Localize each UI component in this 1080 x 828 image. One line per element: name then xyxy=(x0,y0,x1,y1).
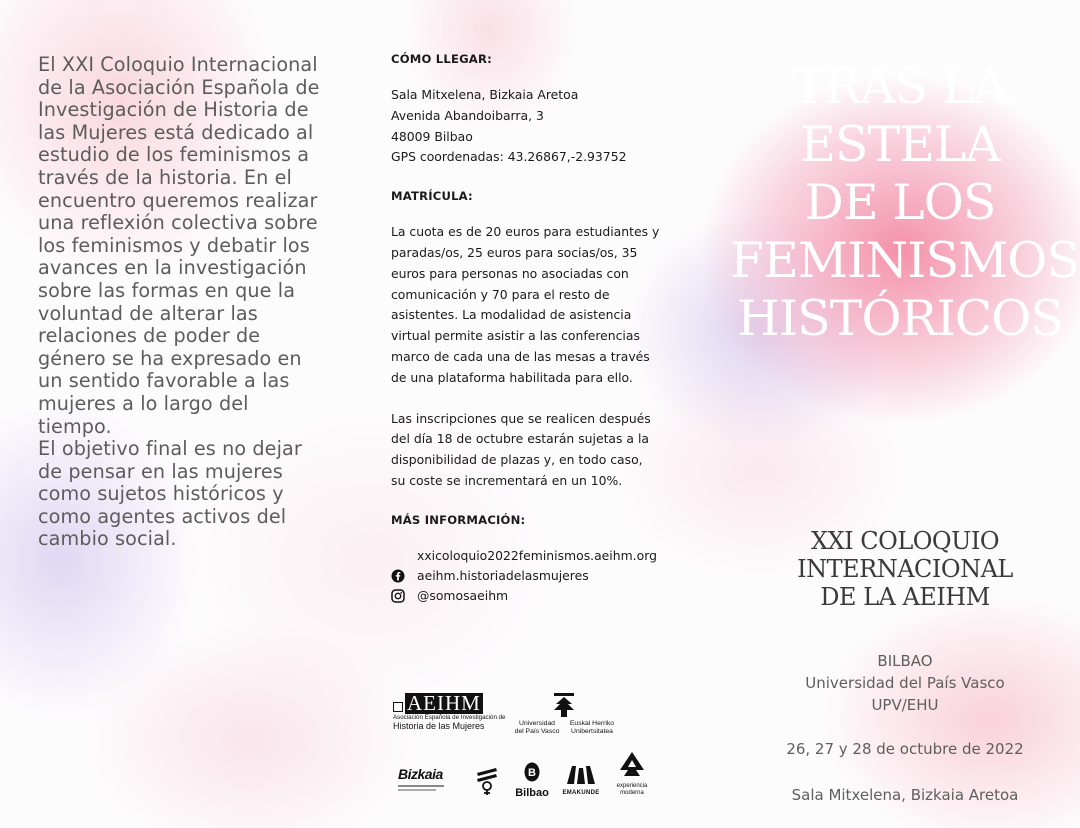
ehu-caption-2: Unibertsitatea xyxy=(571,727,613,735)
event-university: Universidad del País Vasco xyxy=(805,674,1005,692)
bizkaia-caption-line xyxy=(398,789,436,791)
intro-paragraph-1: El XXI Coloquio Internacional de la Asociación Española de Investigación de Historia de las Mujeres está dedicado al estudio de los feminismos a través de la historia. En el encuentro queremos realizar una reflexión colectiva sobre los feminismos y debatir los avances en la investigación sobre las formas en que la voluntad de alterar las relaciones de poder de género se ha expresado en un sentido favorable a las mujeres a lo largo del tiempo. xyxy=(38,53,320,438)
address-line: Sala Mitxelena, Bizkaia Aretoa xyxy=(391,87,579,102)
info-column xyxy=(391,52,681,606)
upv-ehu-logo xyxy=(510,692,620,738)
como-llegar-heading: CÓMO LLEGAR: xyxy=(391,52,492,66)
text-line: paradas/os, 25 euros para socias/os, 35 xyxy=(391,244,638,260)
bilbao-wordmark: Bilbao xyxy=(515,787,549,799)
instagram-row[interactable] xyxy=(391,586,681,606)
bilbao-b-icon xyxy=(524,762,540,782)
title-line: HISTÓRICOS xyxy=(737,290,1063,347)
bizkaia-caption-line xyxy=(398,785,444,787)
globe-icon xyxy=(391,549,405,563)
aeihm-logo xyxy=(393,693,505,733)
text-line: de una plataforma habilitada para ello. xyxy=(391,369,633,385)
text-line: disponibilidad de plazas y, en todo caso, xyxy=(391,452,643,468)
text-line: Las inscripciones que se realicen después xyxy=(391,410,651,426)
title-line: FEMINISMOS xyxy=(730,232,1080,289)
ehu-caption xyxy=(566,720,618,735)
title-line: ESTELA xyxy=(800,116,1000,173)
brochure-title xyxy=(730,58,1080,348)
event-university-short: UPV/EHU xyxy=(871,696,939,714)
gps-coordinates: GPS coordenadas: 43.26867,-2.93752 xyxy=(391,149,627,165)
instagram-icon xyxy=(391,589,405,603)
text-line: marco de cada una de las mesas a través xyxy=(391,348,650,364)
bizkaia-logo xyxy=(398,766,460,800)
emakunde-logo xyxy=(560,764,602,798)
text-line: euros para personas no asociadas con xyxy=(391,265,629,281)
text-line: del día 18 de octubre estarán sujetas a la xyxy=(391,431,649,447)
experiencia-moderna-icon xyxy=(618,750,646,778)
event-city: BILBAO xyxy=(877,652,933,670)
text-line: asistentes. La modalidad de asistencia xyxy=(391,307,632,323)
address-line: Avenida Abandoibarra, 3 xyxy=(391,107,544,123)
facebook-link[interactable]: aeihm.historiadelasmujeres xyxy=(417,568,589,584)
bilbao-logo xyxy=(512,762,552,800)
aeihm-caption-2: Historia de las Mujeres xyxy=(393,721,485,731)
intro-paragraph-2: El objetivo final es no dejar de pensar en las mujeres como sujetos históricos y como agentes activos del cambio social. xyxy=(38,437,302,551)
upv-caption-2: del País Vasco xyxy=(514,727,560,735)
website-row[interactable] xyxy=(391,546,681,566)
intro-text xyxy=(38,54,323,551)
title-line: TRAS LA xyxy=(792,58,1008,115)
aeihm-symbol-icon xyxy=(393,702,403,712)
address-block xyxy=(391,85,681,168)
svg-text:B: B xyxy=(528,767,536,779)
upv-tree-icon xyxy=(548,692,580,718)
upv-caption-1: Universidad xyxy=(519,720,555,727)
facebook-icon xyxy=(391,569,405,583)
address-line: 48009 Bilbao xyxy=(391,128,473,144)
instagram-link[interactable]: @somosaeihm xyxy=(417,588,509,604)
text-line: su coste se incrementará en un 10%. xyxy=(391,472,623,488)
matricula-paragraph-1 xyxy=(391,222,681,388)
subtitle-line: DE LA AEIHM xyxy=(820,583,990,611)
subtitle-line: INTERNACIONAL xyxy=(797,555,1013,583)
ehu-caption-1: Euskal Herriko xyxy=(569,720,615,727)
emakunde-figures-icon xyxy=(565,764,597,784)
text-line: virtual permite asistir a las conferencias xyxy=(391,328,640,344)
matricula-paragraph-2 xyxy=(391,409,681,492)
subtitle-line: XXI COLOQUIO xyxy=(811,527,999,555)
event-venue: Sala Mitxelena, Bizkaia Aretoa xyxy=(791,786,1019,804)
website-link[interactable]: xxicoloquio2022feminismos.aeihm.org xyxy=(417,548,657,564)
bizkaia-wordmark: Bizkaia xyxy=(398,766,443,782)
mas-informacion-heading: MÁS INFORMACIÓN: xyxy=(391,512,526,527)
matricula-heading: MATRÍCULA: xyxy=(391,189,473,204)
aeihm-caption-1: Asociación Española de Investigación de xyxy=(393,714,506,721)
equality-symbol-icon xyxy=(474,764,500,796)
title-line: DE LOS xyxy=(804,174,996,231)
experiencia-moderna-logo xyxy=(610,750,654,800)
event-dates: 26, 27 y 28 de octubre de 2022 xyxy=(786,740,1024,758)
event-subtitle xyxy=(760,527,1050,611)
upv-caption xyxy=(512,720,562,735)
experiencia-moderna-wordmark: experiencia moderna xyxy=(616,783,648,796)
aeihm-mark: AEIHM xyxy=(407,691,481,715)
emakunde-wordmark: EMAKUNDE xyxy=(562,790,600,796)
text-line: La cuota es de 20 euros para estudiantes y xyxy=(391,224,660,240)
facebook-row[interactable] xyxy=(391,566,681,586)
text-line: comunicación y 70 para el resto de xyxy=(391,286,610,302)
